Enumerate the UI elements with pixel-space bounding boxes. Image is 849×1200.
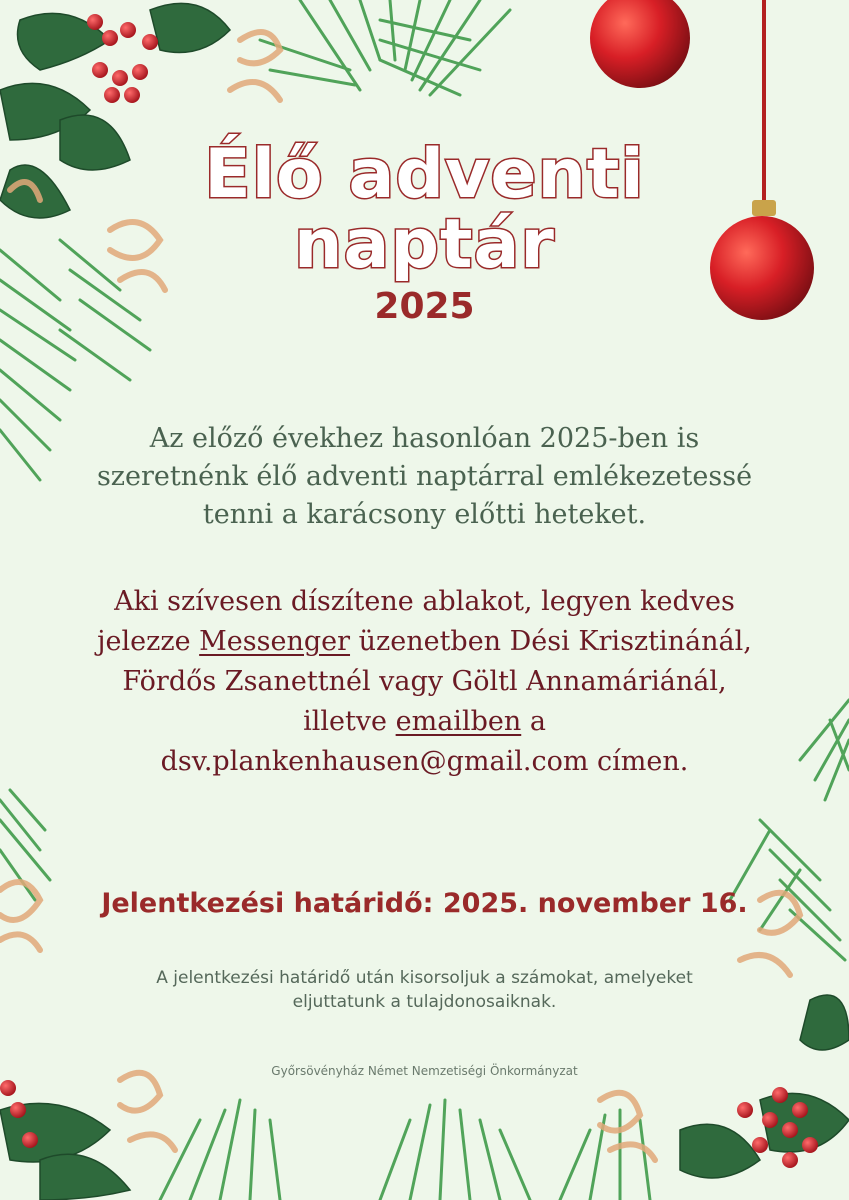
intro-line: tenni a karácsony előtti heteket. xyxy=(202,499,647,530)
intro-line: Az előző évekhez hasonlóan 2025-ben is xyxy=(149,423,700,454)
note-line: A jelentkezési határidő után kisorsoljuk a számokat, amelyeket xyxy=(156,968,693,988)
info-line: Fördős Zsanettnél vagy Göltl Annamáriánál, xyxy=(122,666,727,697)
deadline-text: Jelentkezési határidő: 2025. november 16. xyxy=(101,888,748,919)
info-text: illetve xyxy=(303,706,396,737)
info-text: jelezze xyxy=(97,626,200,657)
note-paragraph xyxy=(60,966,789,1014)
intro-line: szeretnénk élő adventi naptárral emlékezetessé xyxy=(96,461,753,492)
footer-organization: Győrsövényház Német Nemzetiségi Önkormányzat xyxy=(271,1064,578,1078)
title-line-1: Élő adventi xyxy=(204,135,645,214)
note-line: eljuttatunk a tulajdonosaiknak. xyxy=(292,992,557,1012)
info-text: a xyxy=(521,706,546,737)
intro-paragraph xyxy=(40,420,809,534)
info-line: Aki szívesen díszítene ablakot, legyen kedves xyxy=(114,586,735,617)
messenger-link[interactable]: Messenger xyxy=(199,626,351,657)
title-line-2: naptár xyxy=(294,205,555,284)
info-line: dsv.plankenhausen@gmail.com címen. xyxy=(160,746,689,777)
info-line xyxy=(30,622,819,662)
info-line xyxy=(30,702,819,742)
info-text: üzenetben Dési Krisztinánál, xyxy=(350,626,752,657)
info-paragraph xyxy=(30,582,819,782)
email-link[interactable]: emailben xyxy=(395,706,522,737)
title-year: 2025 xyxy=(374,286,475,327)
